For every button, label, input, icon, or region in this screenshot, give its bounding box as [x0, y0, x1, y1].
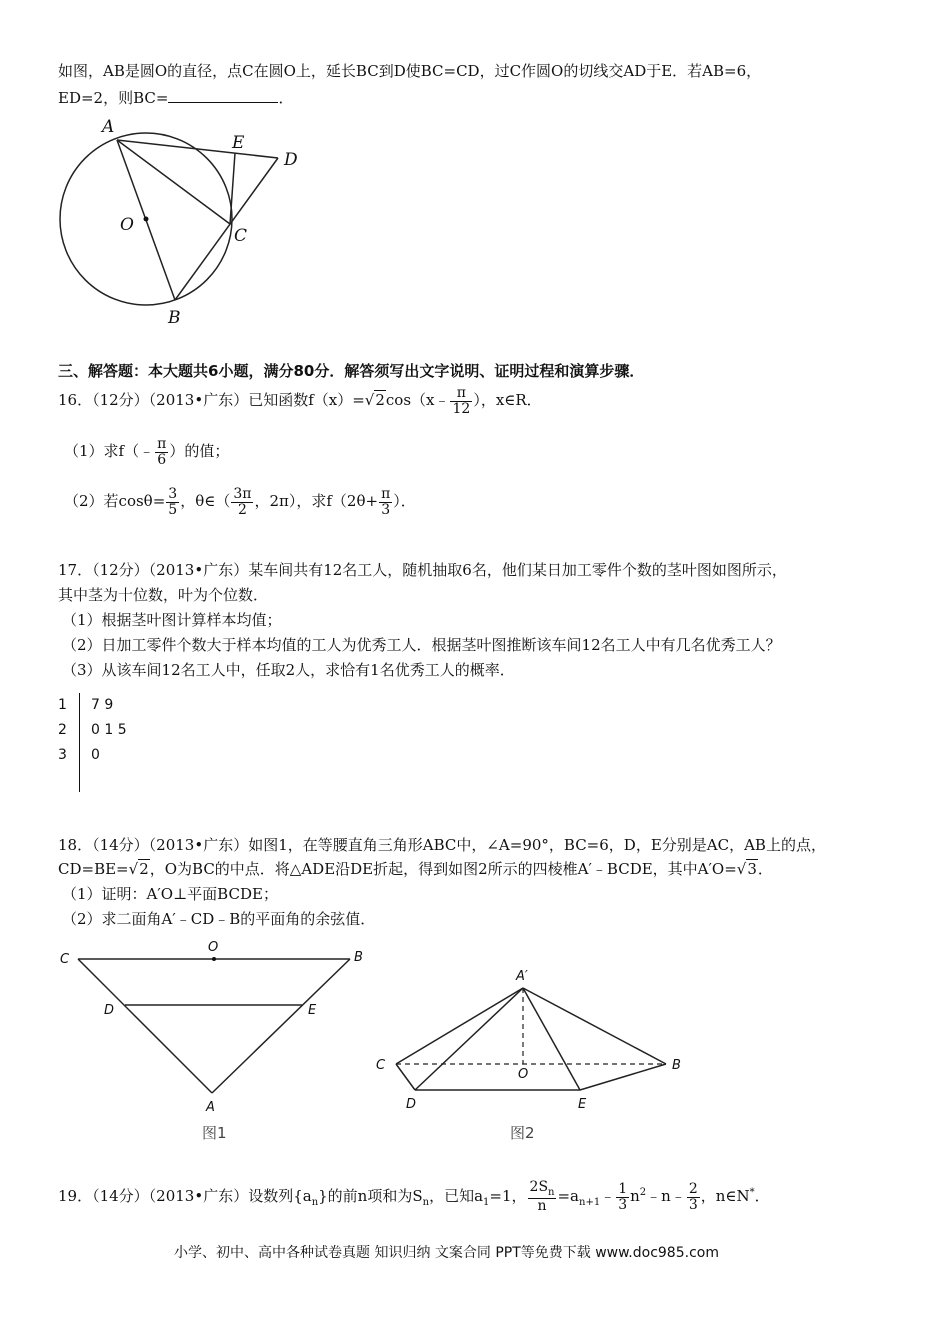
q16-p2-frac3 [379, 487, 392, 517]
frac-num-text: 2S [529, 1179, 549, 1195]
q16-p1-end: ）的值； [169, 442, 230, 461]
sub: n [311, 1197, 319, 1208]
page-footer: 小学、初中、高中各种试卷真题 知识归纳 文案合同 PPT等免费下载 www.doc985.com [174, 1245, 719, 1261]
label-c: C [376, 1058, 386, 1073]
q18-part2: （2）求二面角A′﹣CD﹣B的平面角的余弦值． [62, 910, 376, 928]
segment-ad [117, 140, 278, 158]
stem-divider [79, 693, 80, 792]
sup: 2 [639, 1187, 647, 1198]
label-d: D [104, 1003, 115, 1018]
q17-part2: （2）日加工零件个数大于样本均值的工人为优秀工人．根据茎叶图推断该车间12名工人中有几名优秀工人？ [62, 636, 781, 654]
q17-part1: （1）根据茎叶图计算样本均值； [62, 611, 282, 629]
q19-eq1: =1， [489, 1187, 527, 1205]
segment-eb [580, 1064, 666, 1090]
label-a-prime: A′ [516, 969, 528, 984]
q16-part1 [64, 437, 229, 467]
stem: 3 [58, 747, 67, 763]
label-b: B [168, 308, 181, 328]
q19-frac3 [687, 1182, 700, 1212]
label-e: E [578, 1097, 587, 1112]
q16-p1-frac [155, 437, 168, 467]
sup: * [749, 1187, 755, 1198]
frac-den: 12 [452, 400, 471, 417]
q15-line2 [58, 87, 293, 108]
label-c: C [234, 226, 248, 246]
sub: n+1 [579, 1197, 601, 1208]
q15-line2-text: ED=2，则BC= [58, 89, 169, 107]
leaves: 0 1 5 [91, 722, 127, 738]
leaves: 0 [91, 747, 100, 763]
q17-line1: 17．（12分）（2013•广东）某车间共有12名工人，随机抽取6名，他们某日加工零件个数的茎叶图如图所示， [58, 561, 787, 579]
section-header: 三、解答题：本大题共6小题，满分80分．解答须写出文字说明、证明过程和演算步骤． [58, 362, 645, 380]
leaves: 7 9 [91, 697, 114, 713]
frac-num: π [450, 386, 472, 402]
q15-line2-end: ． [278, 89, 294, 107]
frac-den: n [537, 1198, 547, 1215]
q18-part1: （1）证明：A′O⊥平面BCDE； [62, 885, 278, 903]
q19-rhs4: ﹣n﹣ [646, 1187, 686, 1205]
q19-end: ． [754, 1187, 770, 1205]
label-d: D [284, 150, 298, 170]
label-b: B [354, 950, 363, 965]
q19-rhs: =a [557, 1187, 579, 1205]
frac-num: 3π [233, 486, 252, 502]
q16-p1-text: （1）求f（﹣ [64, 442, 155, 461]
q16-p2-frac2 [231, 487, 253, 517]
q16-cos: cos（x﹣ [385, 391, 450, 410]
q16-sqrt: 2 [375, 391, 385, 410]
q18-text: CD=BE= [58, 860, 129, 878]
q16-head: 16．（12分）（2013•广东）已知函数f（x）= [58, 391, 365, 410]
sub: 1 [483, 1197, 490, 1208]
q19-head: 19．（14分）（2013•广东）设数列{a [58, 1187, 312, 1205]
q16-p2-text: （2）若cosθ= [64, 492, 166, 511]
frac-den: 3 [688, 1196, 698, 1213]
q18-sqrt: 2 [139, 860, 149, 878]
segment-bd [175, 158, 278, 300]
label-o: O [518, 1067, 529, 1082]
q19-rhs3: n [630, 1187, 640, 1205]
label-b: B [672, 1058, 681, 1073]
label-a: A [206, 1100, 215, 1115]
frac-den: 6 [157, 451, 167, 468]
point-o [212, 957, 216, 961]
segment-ad [415, 988, 523, 1090]
q16-statement: 16．（12分）（2013•广东）已知函数f（x）=√2cos（x﹣ $\frac{\pi}{12}$ ），x∈R． [58, 385, 542, 417]
frac-den: 3 [618, 1196, 628, 1213]
label-e: E [308, 1003, 317, 1018]
q19-rhs5: ，n∈N [700, 1187, 750, 1205]
q18-line2: CD=BE=√2，O为BC的中点．将△ADE沿DE折起，得到如图2所示的四棱椎A′﹣BCDE，其中A′O=√3． [58, 860, 773, 878]
frac-num: 1 [618, 1180, 628, 1197]
q16-frac [450, 386, 472, 416]
circle-figure [50, 110, 320, 330]
caption-fig2: 图2 [510, 1124, 535, 1142]
q17-line2: 其中茎为十位数，叶为个位数． [58, 586, 269, 604]
q18-sqrt2: 3 [747, 860, 757, 878]
figure-2 [370, 962, 700, 1147]
label-d: D [406, 1097, 417, 1112]
q16-p2-end: ）． [393, 492, 416, 511]
q19-frac2 [616, 1182, 629, 1212]
center-point [144, 217, 149, 222]
segment-ac [117, 140, 230, 224]
frac-num [528, 1180, 557, 1199]
q15-line1: 如图，AB是圆O的直径，点C在圆O上，延长BC到D使BC=CD，过C作圆O的切线交AD于E．若AB=6， [58, 62, 762, 80]
frac-num: 3 [168, 486, 178, 502]
segment-cd [396, 1064, 415, 1090]
q19-statement [58, 1180, 770, 1214]
caption-fig1: 图1 [202, 1124, 227, 1142]
q16-p2-text2: ，θ∈（ [180, 492, 231, 511]
frac-num: π [381, 486, 391, 502]
label-c: C [60, 952, 70, 967]
frac-den: 5 [168, 501, 178, 518]
q18-line1: 18．（14分）（2013•广东）如图1，在等腰直角三角形ABC中，∠A=90°，BC=6，D，E分别是AC，AB上的点， [58, 836, 826, 854]
frac-den: 2 [237, 501, 247, 518]
segment-ba [212, 959, 350, 1093]
segment-ca [78, 959, 212, 1093]
frac-den: 3 [381, 501, 391, 518]
sub: n [548, 1186, 555, 1198]
q16-p2-text3: ，2π），求f（2θ+ [254, 492, 379, 511]
frac-num: 2 [688, 1180, 698, 1197]
q19-mid2: ，已知a [429, 1187, 484, 1205]
segment-ac [396, 988, 523, 1064]
label-a: A [102, 117, 115, 137]
label-o: O [208, 940, 219, 955]
q19-frac1 [528, 1180, 557, 1214]
q19-mid: }的前n项和为S [318, 1187, 423, 1205]
answer-blank [168, 88, 278, 103]
q16-part2 [64, 487, 416, 517]
frac-num: π [157, 436, 167, 452]
label-o: O [120, 215, 134, 235]
stem: 1 [58, 697, 67, 713]
q18-end: ． [757, 860, 773, 878]
label-e: E [232, 133, 245, 153]
q19-rhs2: ﹣ [600, 1187, 616, 1205]
q18-text2: ，O为BC的中点．将△ADE沿DE折起，得到如图2所示的四棱椎A′﹣BCDE，其中A′O= [149, 860, 737, 878]
stem: 2 [58, 722, 67, 738]
q16-p2-frac1 [166, 487, 179, 517]
figure-1 [52, 938, 372, 1148]
sub: n [422, 1197, 430, 1208]
q17-part3: （3）从该车间12名工人中，任取2人，求恰有1名优秀工人的概率． [62, 661, 515, 679]
q16-tail: ），x∈R． [473, 391, 542, 410]
